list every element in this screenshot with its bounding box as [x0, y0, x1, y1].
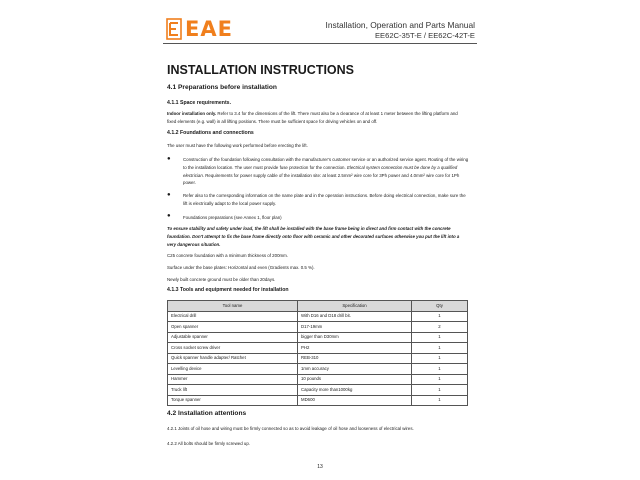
tool-name: Hammer [168, 374, 298, 385]
tool-spec: With D16 and D18 drill bit. [298, 311, 412, 322]
tool-qty: 1 [412, 385, 468, 396]
table-row [168, 353, 468, 364]
column-header: Tool name [168, 301, 298, 312]
tool-qty: 1 [412, 364, 468, 375]
tool-spec: PH2 [298, 343, 412, 354]
section-4-1-1-heading: 4.1.1 Space requirements. [167, 100, 232, 106]
header-divider [163, 43, 477, 44]
manual-title: Installation, Operation and Parts Manual [325, 20, 475, 30]
eae-logo-icon [166, 18, 182, 40]
section-4-1-heading: 4.1 Preparations before installation [167, 84, 277, 91]
tool-name: Torque spanner [168, 395, 298, 406]
indoor-only-label: Indoor installation only. [167, 111, 217, 116]
tool-name: Truck lift [168, 385, 298, 396]
bullet-item [183, 156, 470, 187]
tool-qty: 1 [412, 395, 468, 406]
space-requirements-text [167, 110, 467, 126]
table-row [168, 395, 468, 406]
tool-name: Cross socket screw driver [168, 343, 298, 354]
table-row [168, 332, 468, 343]
table-row [168, 311, 468, 322]
attention-item: 4.2.2 All bolts should be firmly screwed up. [167, 441, 250, 446]
tool-spec: bigger than D30mm [298, 332, 412, 343]
section-4-1-3-heading: 4.1.3 Tools and equipment needed for installation [167, 287, 289, 293]
tool-spec: 10 pounds [298, 374, 412, 385]
bullet-icon: ● [167, 192, 171, 198]
table-header-row [168, 301, 468, 312]
section-4-1-2-heading: 4.1.2 Foundations and connections [167, 130, 254, 136]
tool-qty: 1 [412, 353, 468, 364]
column-header: Specification [298, 301, 412, 312]
table-row [168, 374, 468, 385]
tool-qty: 1 [412, 332, 468, 343]
tool-spec: 1mm accuracy [298, 364, 412, 375]
bullet-item: Foundations preparations (see Annex 1, floor plan) [183, 215, 282, 220]
space-requirements-body: Refer to 3.4 for the dimensions of the lift. There must also be a clearance of at least 1 meter between the lifting platform and fixed elements (e.g. wall) in all lifting positions. There must be sufficient space for driving vehicles on and off. [167, 111, 458, 124]
tool-qty: 1 [412, 374, 468, 385]
tool-spec: D17-19mm [298, 322, 412, 333]
tool-name: Adjustable spanner [168, 332, 298, 343]
column-header: Qty [412, 301, 468, 312]
bullet-icon: ● [167, 213, 171, 219]
brand-logo-text: EAE [185, 17, 233, 41]
tool-qty: 1 [412, 343, 468, 354]
tool-spec: MD600 [298, 395, 412, 406]
section-4-2-heading: 4.2 Installation attentions [167, 410, 247, 417]
safety-warning: To ensure stability and safety under load, the lift shall be installed with the base frame being in direct and firm contact with the concrete foundation. Don't attempt to fix the base frame directly onto floor with ceramic and other decorated surfaces otherwise you put the lift into a very dangerous situation. [167, 226, 460, 247]
tool-name: Electrical drill [168, 311, 298, 322]
page-title: INSTALLATION INSTRUCTIONS [167, 63, 355, 77]
table-row [168, 364, 468, 375]
bullet-text-part: Construction of the foundation following consultation with the manufacturer's customer service or an authorized service agent. Routing of the wiring to the installation location. The user must provide fuse protection for the connection. [183, 157, 469, 170]
foundation-note: Surface under the base plates: Horizontal and even (Gradients max. 0.5 %). [167, 265, 315, 270]
page-number: 13 [317, 464, 323, 470]
electrician-note: Electrical system connection must be done by a qualified electrician. [183, 164, 458, 178]
table-row [168, 343, 468, 354]
tool-name: Quick spanner handle adapter/ Ratchet [168, 353, 298, 364]
model-numbers: EE62C-35T-E / EE62C-42T-E [374, 31, 475, 40]
tools-table [167, 300, 468, 406]
tool-qty: 1 [412, 311, 468, 322]
tool-spec: REB-310 [298, 353, 412, 364]
bullet-item: Refer also to the corresponding information on the name plate and in the operation instructions. Before doing electrical connection, make sure the lift is electrically adapt to the local power supply. [183, 193, 466, 206]
bullet-icon: ● [167, 156, 171, 162]
tool-name: Open spanner [168, 322, 298, 333]
table-row [168, 322, 468, 333]
tool-spec: Capacity more than1000kg [298, 385, 412, 396]
attention-item: 4.2.1 Joints of oil hose and wiring must be firmly connected so as to avoid leakage of oil hose and looseness of electrical wires. [167, 426, 414, 431]
bullet-text-part: Requirements for power supply cable of the installation site: at least 2.5mm² wire core for 3Ph power and 4.0mm² wire core for 1Ph power. [183, 172, 460, 186]
table-row [168, 385, 468, 396]
manual-page [163, 12, 477, 474]
page-header [163, 12, 477, 56]
foundation-note: C25 concrete foundation with a minimum thickness of 200mm. [167, 253, 289, 258]
tool-qty: 2 [412, 322, 468, 333]
tool-name: Levelling device [168, 364, 298, 375]
foundations-intro: The user must have the following work performed before erecting the lift. [167, 143, 308, 148]
foundation-note: Newly built concrete ground must be older than 20days. [167, 277, 276, 282]
